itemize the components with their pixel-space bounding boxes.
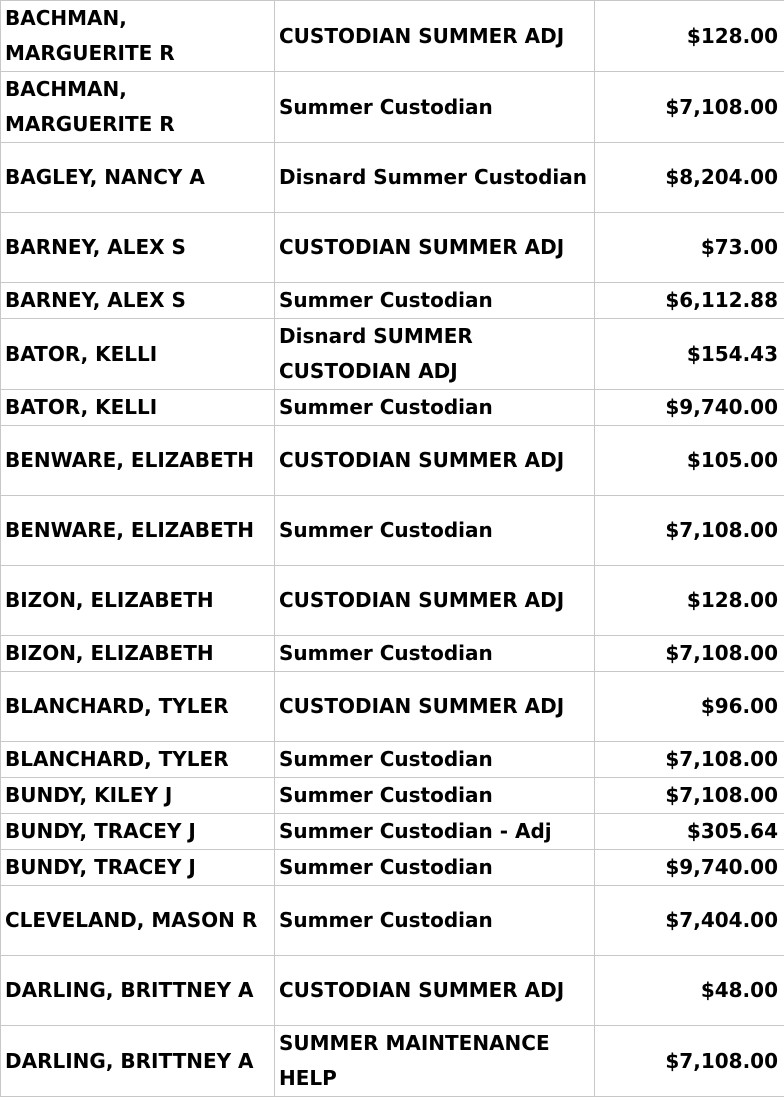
employee-name-cell: BUNDY, TRACEY J [1,814,275,850]
employee-name-cell: BLANCHARD, TYLER [1,672,275,742]
table-row [1,143,784,213]
table-row [1,319,784,390]
amount-cell: $7,108.00 [595,636,784,672]
amount-cell: $9,740.00 [595,850,784,886]
description-cell: CUSTODIAN SUMMER ADJ [275,213,595,283]
employee-name-cell: BATOR, KELLI [1,390,275,426]
employee-name-cell: BARNEY, ALEX S [1,213,275,283]
employee-name-cell: DARLING, BRITTNEY A [1,956,275,1026]
amount-cell: $8,204.00 [595,143,784,213]
table-row [1,956,784,1026]
description-cell: Summer Custodian [275,72,595,143]
payroll-table-body [1,1,784,1097]
employee-name-cell: BLANCHARD, TYLER [1,742,275,778]
description-cell: Summer Custodian [275,886,595,956]
table-row [1,672,784,742]
description-cell: CUSTODIAN SUMMER ADJ [275,1,595,72]
table-row [1,213,784,283]
amount-cell: $305.64 [595,814,784,850]
description-cell: Summer Custodian [275,742,595,778]
table-row [1,814,784,850]
amount-cell: $7,108.00 [595,496,784,566]
table-row [1,778,784,814]
employee-name-cell: BACHMAN, MARGUERITE R [1,1,275,72]
table-row [1,72,784,143]
amount-cell: $73.00 [595,213,784,283]
employee-name-cell: BIZON, ELIZABETH [1,636,275,672]
employee-name-cell: BARNEY, ALEX S [1,283,275,319]
amount-cell: $7,404.00 [595,886,784,956]
description-cell: Summer Custodian [275,850,595,886]
employee-name-cell: BAGLEY, NANCY A [1,143,275,213]
description-cell: Disnard Summer Custodian [275,143,595,213]
employee-name-cell: DARLING, BRITTNEY A [1,1026,275,1097]
table-row [1,850,784,886]
table-row [1,426,784,496]
description-cell: Summer Custodian [275,283,595,319]
employee-name-cell: BUNDY, TRACEY J [1,850,275,886]
employee-name-cell: BIZON, ELIZABETH [1,566,275,636]
amount-cell: $105.00 [595,426,784,496]
amount-cell: $7,108.00 [595,742,784,778]
description-cell: Summer Custodian - Adj [275,814,595,850]
table-row [1,566,784,636]
amount-cell: $9,740.00 [595,390,784,426]
description-cell: SUMMER MAINTENANCE HELP [275,1026,595,1097]
description-cell: Summer Custodian [275,496,595,566]
description-cell: Summer Custodian [275,390,595,426]
employee-name-cell: BENWARE, ELIZABETH [1,426,275,496]
table-row [1,636,784,672]
amount-cell: $128.00 [595,566,784,636]
description-cell: CUSTODIAN SUMMER ADJ [275,426,595,496]
table-row [1,496,784,566]
amount-cell: $7,108.00 [595,778,784,814]
description-cell: Summer Custodian [275,636,595,672]
table-row [1,1026,784,1097]
description-cell: Summer Custodian [275,778,595,814]
table-row [1,1,784,72]
amount-cell: $7,108.00 [595,72,784,143]
amount-cell: $128.00 [595,1,784,72]
description-cell: CUSTODIAN SUMMER ADJ [275,566,595,636]
table-row [1,390,784,426]
table-row [1,886,784,956]
description-cell: Disnard SUMMER CUSTODIAN ADJ [275,319,595,390]
amount-cell: $6,112.88 [595,283,784,319]
amount-cell: $154.43 [595,319,784,390]
employee-name-cell: BENWARE, ELIZABETH [1,496,275,566]
description-cell: CUSTODIAN SUMMER ADJ [275,956,595,1026]
amount-cell: $96.00 [595,672,784,742]
table-row [1,742,784,778]
description-cell: CUSTODIAN SUMMER ADJ [275,672,595,742]
employee-name-cell: BACHMAN, MARGUERITE R [1,72,275,143]
employee-name-cell: BUNDY, KILEY J [1,778,275,814]
amount-cell: $7,108.00 [595,1026,784,1097]
employee-name-cell: BATOR, KELLI [1,319,275,390]
amount-cell: $48.00 [595,956,784,1026]
employee-name-cell: CLEVELAND, MASON R [1,886,275,956]
table-row [1,283,784,319]
